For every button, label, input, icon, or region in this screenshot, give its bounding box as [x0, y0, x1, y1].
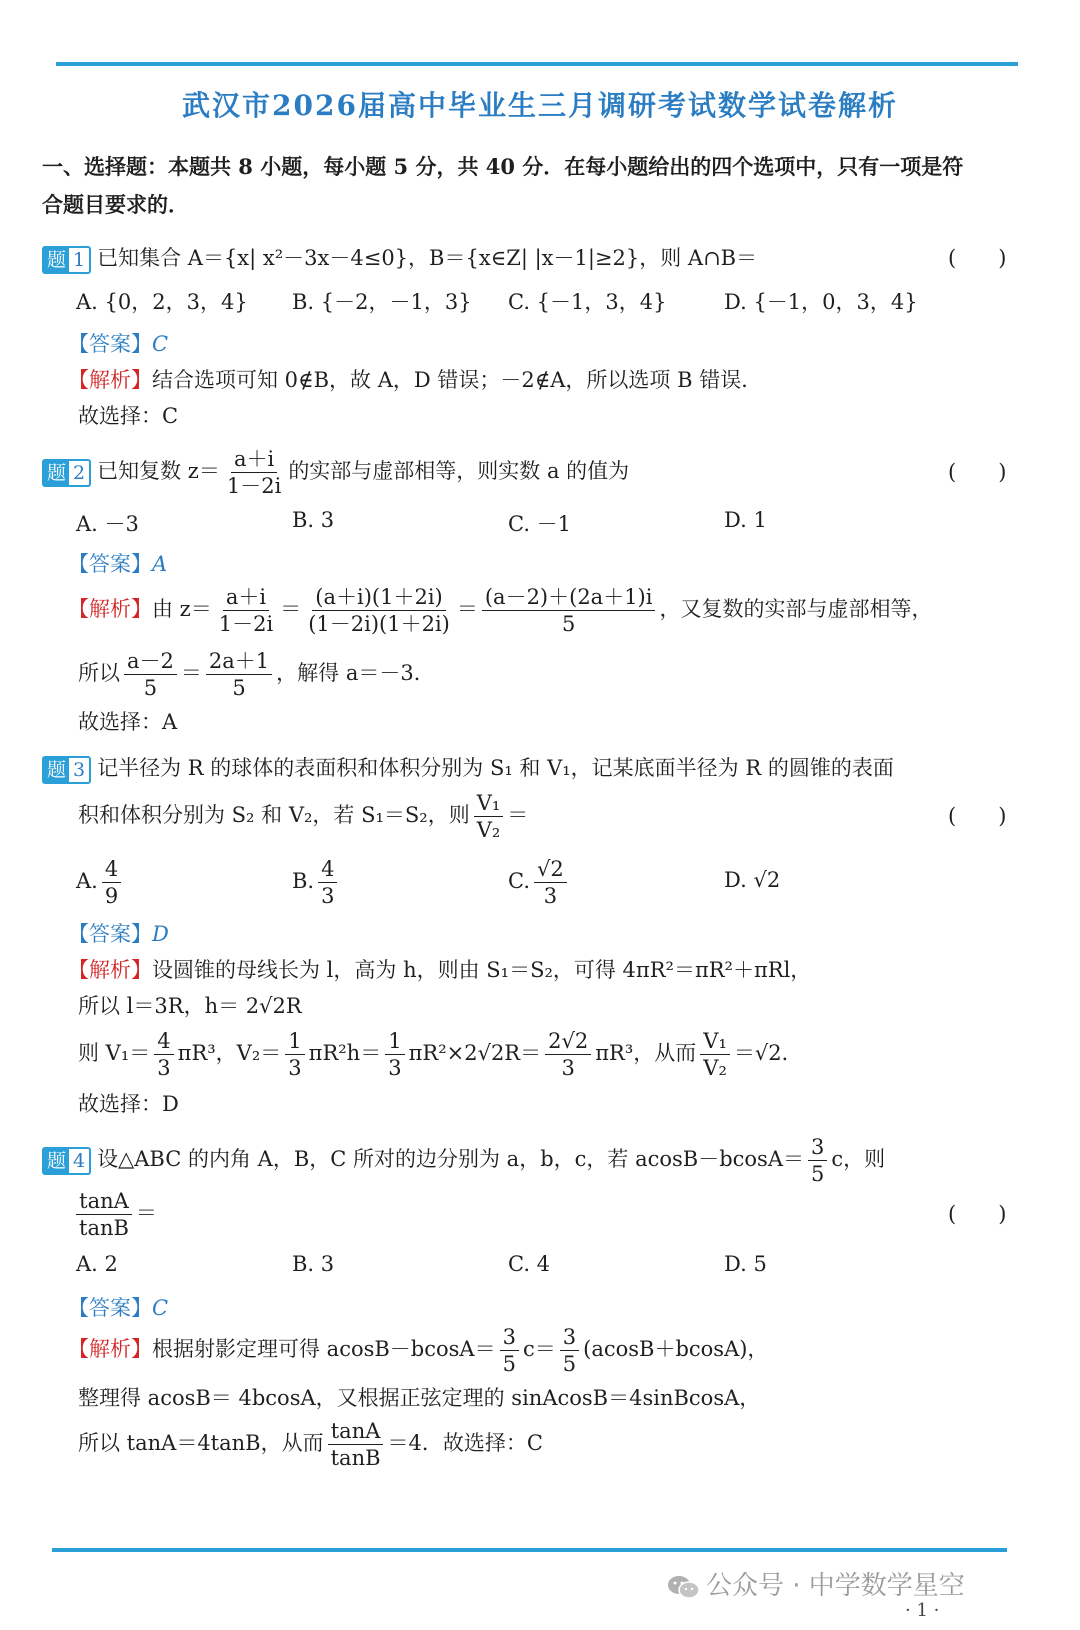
q3-answer: 【答案】D	[68, 922, 169, 946]
q4-analysis-line-3: 所以 tanA＝4tanB，从而 $\frac{\tan A}{\tan B}$ ＝4．故选择：C	[78, 1419, 543, 1470]
answer-paren-3: ( )	[948, 804, 1007, 828]
section-line-1: 一、选择题：本题共 8 小题，每小题 5 分，共 40 分．在每小题给出的四个选项中，只有一项是符	[42, 154, 964, 179]
answer-paren-2: ( )	[948, 460, 1007, 484]
q4-option-d: D. 5	[724, 1252, 767, 1276]
q2-option-d: D. 1	[724, 508, 767, 532]
q1-option-b: B. {－2，－1，3}	[292, 290, 472, 314]
q4-option-a: A. 2	[76, 1252, 118, 1276]
page-title: 武汉市2026届高中毕业生三月调研考试数学试卷解析	[182, 89, 898, 122]
q2-analysis-line-1: 【解析】由 z＝ $\frac{a+i}{1-2i}$ ＝ $\frac{(a+i)(1+2i)}{(1-2i)(1+2i)}$ ＝ $\frac{(a-2)+(2a+1)i}{5}$ ，又复数的实部与虚部相等，	[68, 585, 933, 636]
q1-analysis: 【解析】结合选项可知 0∉B，故 A，D 错误；－2∉A，所以选项 B 错误．	[68, 368, 763, 392]
wechat-icon	[666, 1574, 700, 1600]
bottom-rule	[52, 1548, 1007, 1552]
q4-answer: 【答案】C	[68, 1296, 169, 1320]
page-number: · 1 ·	[905, 1600, 940, 1621]
fraction: $\frac{(a-2)+(2a+1)i}{5}$	[482, 584, 656, 637]
q1-answer: 【答案】C	[68, 332, 169, 356]
fraction: $\frac{1}{3}$	[285, 1028, 304, 1081]
q3-option-d: D. √2	[724, 868, 781, 892]
answer-paren-1: ( )	[948, 246, 1007, 270]
q4-option-b: B. 3	[292, 1252, 335, 1276]
fraction: $\frac{2√2}{3}$	[545, 1028, 591, 1081]
fraction: $\frac{1}{3}$	[385, 1028, 404, 1081]
q4-analysis-line-1: 【解析】根据射影定理可得 acosB－bcosA＝ $\frac{3}{5}$ c＝ $\frac{3}{5}$ (acosB＋bcosA)，	[68, 1325, 769, 1376]
fraction: $\frac{3}{5}$	[560, 1324, 579, 1377]
fraction: $\frac{\tan A}{\tan B}$	[328, 1418, 384, 1471]
q1-option-d: D. {－1，0，3，4}	[724, 290, 918, 314]
q2-answer: 【答案】A	[68, 552, 168, 576]
section-line-2: 合题目要求的．	[42, 192, 189, 217]
question-badge: 题 4	[42, 1147, 91, 1175]
q2-option-b: B. 3	[292, 508, 335, 532]
q3-choose: 故选择：D	[78, 1092, 179, 1116]
fraction: $\frac{\text{V₁}}{\text{V₂}}$	[474, 790, 504, 843]
fraction: $\frac{√2}{3}$	[534, 856, 567, 909]
fraction: $\frac{4}{9}$	[102, 856, 121, 909]
q2-option-c: C. －1	[508, 512, 572, 536]
question-4-stem-line-2: $\frac{\tan A}{\tan B}$ ＝	[72, 1188, 157, 1241]
question-3-stem-line-2: 积和体积分别为 S₂ 和 V₂，若 S₁＝S₂，则 $\frac{\text{V₁}}{\text{V₂}}$ ＝	[78, 791, 529, 842]
top-rule	[56, 62, 1018, 66]
q3-option-a: A. $\frac{4}{9}$	[76, 856, 125, 909]
question-1-stem: 题 1 已知集合 A＝{x| x²－3x－4≤0}，B＝{x∈Z| |x－1|≥2}，则 A∩B＝	[42, 242, 757, 274]
fraction: $\frac{\tan A}{\tan B}$	[76, 1188, 132, 1241]
q1-option-a: A. {0，2，3，4}	[76, 290, 248, 314]
fraction: $\frac{2a+1}{5}$	[206, 648, 272, 701]
question-badge: 题 2	[42, 459, 91, 487]
fraction: $\frac{\text{V₁}}{\text{V₂}}$	[700, 1028, 730, 1081]
q4-option-c: C. 4	[508, 1252, 551, 1276]
section-header	[42, 148, 1040, 224]
answer-paren-4: ( )	[948, 1202, 1007, 1226]
fraction: $\frac{(a+i)(1+2i)}{(1-2i)(1+2i)}$	[308, 585, 450, 636]
question-4-stem-line-1: 题 4 设△ABC 的内角 A，B，C 所对的边分别为 a，b，c，若 acosB－bcosA＝ $\frac{3}{5}$ c，则	[42, 1134, 885, 1187]
q1-choose: 故选择：C	[78, 404, 179, 428]
q2-analysis-line-2: 所以 $\frac{a-2}{5}$ ＝ $\frac{2a+1}{5}$ ，解得 a＝－3．	[78, 649, 435, 700]
fraction: $\frac{4}{3}$	[154, 1028, 173, 1081]
q3-analysis-line-3: 则 V₁＝ $\frac{4}{3}$ πR³，V₂＝ $\frac{1}{3}$ πR²h＝ $\frac{1}{3}$ πR²×2√2R＝ $\frac{2√2}{3}$ πR³，从而 $\frac{\text{V₁}}{\text{V₂}}$ ＝√2．	[78, 1029, 803, 1080]
q2-choose: 故选择：A	[78, 710, 178, 734]
fraction: $\frac{4}{3}$	[318, 856, 337, 909]
q4-analysis-line-2: 整理得 acosB＝ 4bcosA，又根据正弦定理的 sinAcosB＝4sinBcosA，	[78, 1386, 761, 1410]
fraction: $\frac{3}{5}$	[500, 1324, 519, 1377]
q1-option-c: C. {－1，3，4}	[508, 290, 667, 314]
question-badge: 题 3	[42, 756, 91, 784]
question-2-stem: 题 2 已知复数 z＝ $\frac{a+i}{1-2i}$ 的实部与虚部相等，则实数 a 的值为	[42, 446, 629, 499]
q3-analysis-line-2: 所以 l＝3R，h＝ 2√2R	[78, 994, 302, 1018]
question-badge: 题 1	[42, 246, 91, 274]
q3-option-b: B. $\frac{4}{3}$	[292, 856, 341, 909]
question-3-stem-line-1: 题 3 记半径为 R 的球体的表面积和体积分别为 S₁ 和 V₁，记某底面半径为 R 的圆锥的表面	[42, 752, 894, 784]
q2-option-a: A. －3	[76, 512, 139, 536]
watermark: 公众号 · 中学数学星空	[666, 1565, 965, 1602]
fraction: $\frac{a+i}{1-2i}$	[218, 585, 274, 636]
fraction: $\frac{3}{5}$	[808, 1134, 827, 1187]
q3-analysis-line-1: 【解析】设圆锥的母线长为 l，高为 h，则由 S₁＝S₂，可得 4πR²＝πR²＋πRl，	[68, 958, 812, 982]
fraction: $\frac{a+i}{1-2i}$	[226, 447, 282, 498]
fraction: $\frac{a-2}{5}$	[124, 648, 177, 701]
q3-option-c: C. $\frac{√2}{3}$	[508, 856, 571, 909]
